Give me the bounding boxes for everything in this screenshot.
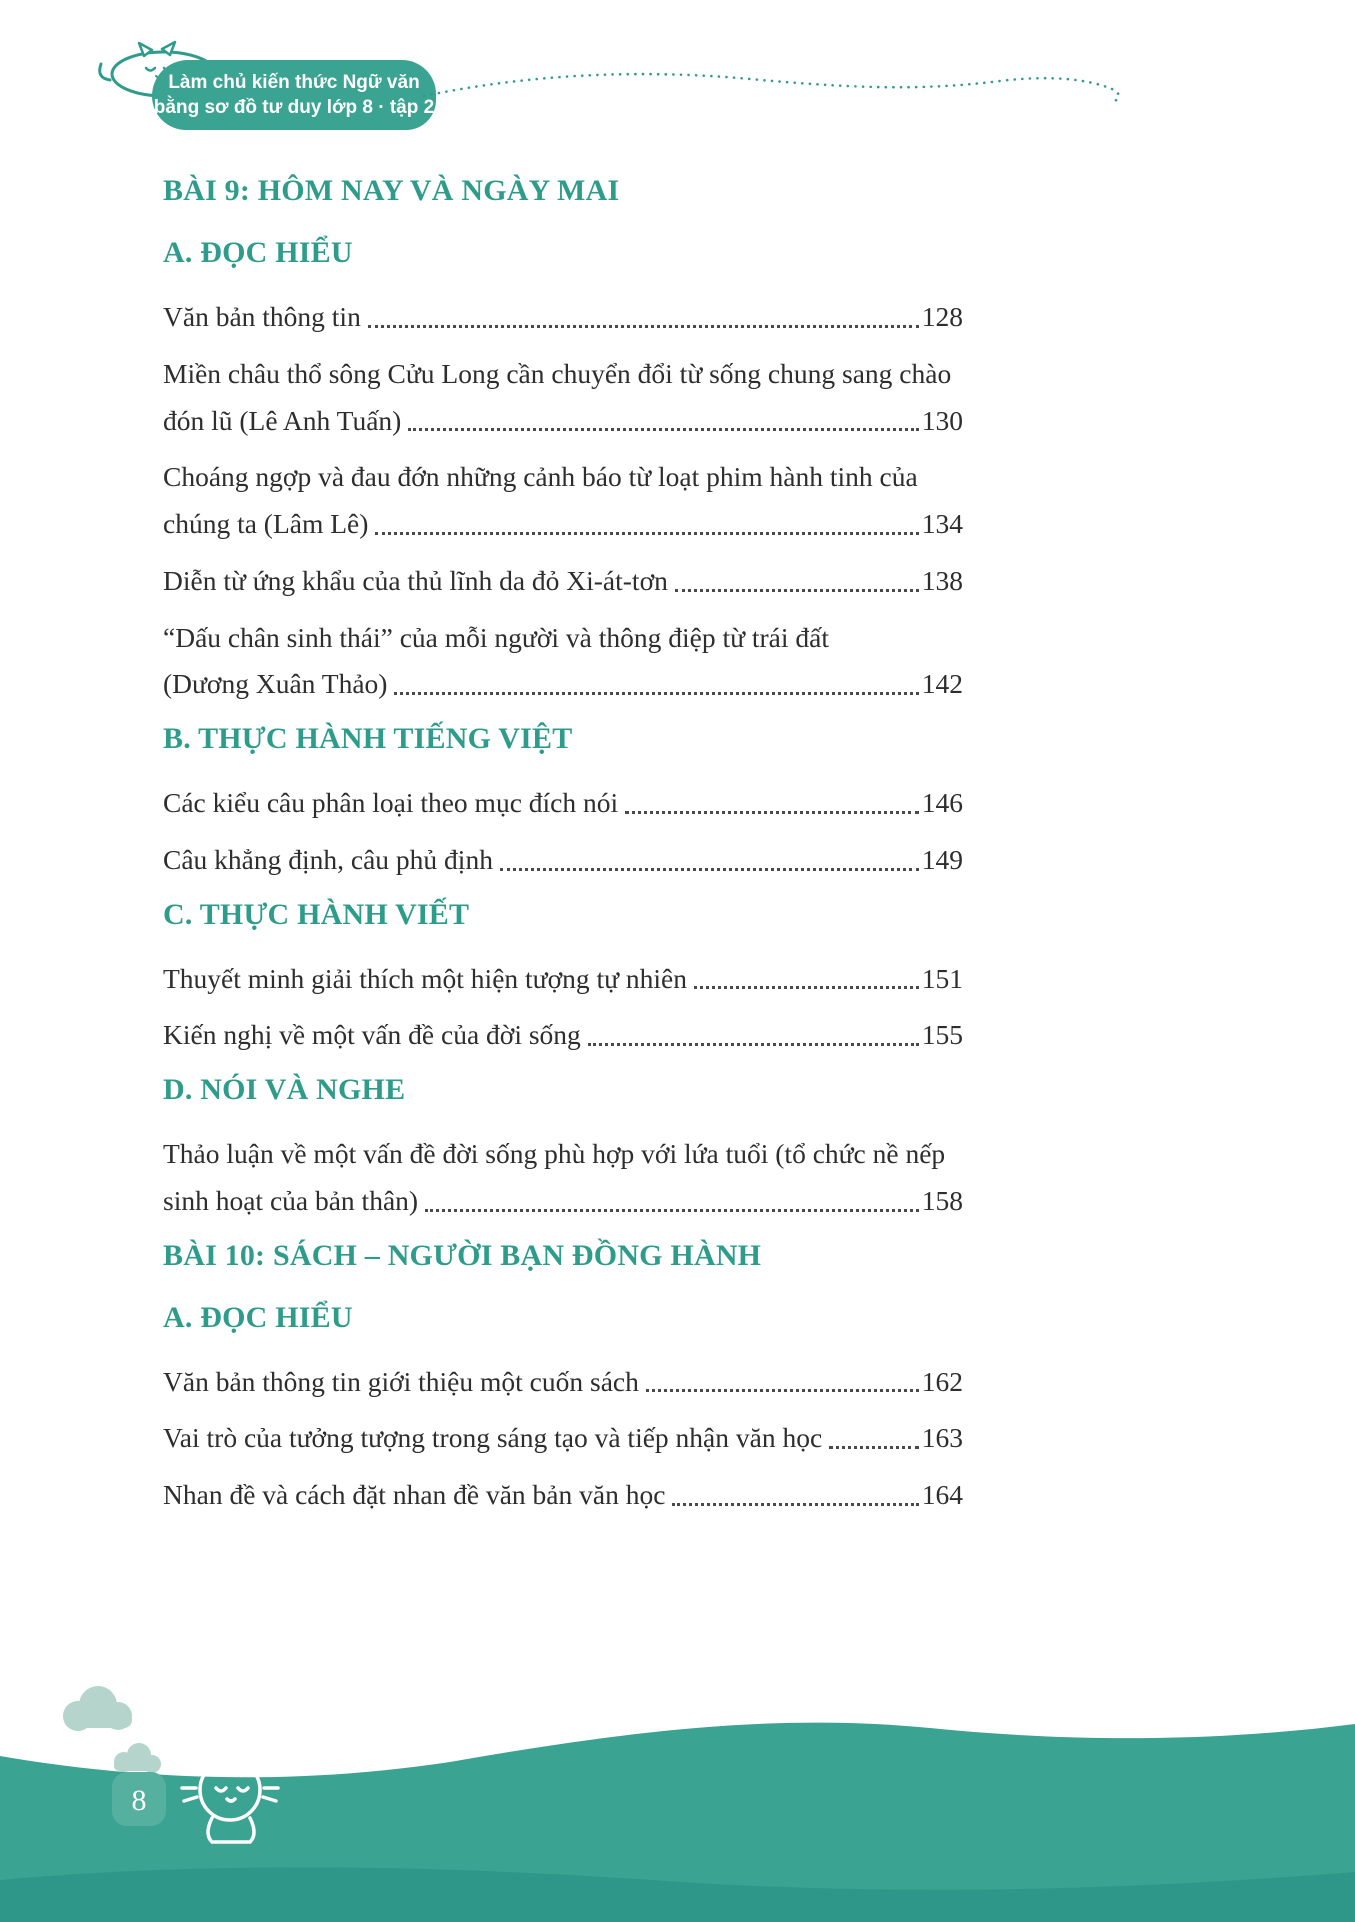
page-number: 8 bbox=[131, 1784, 147, 1817]
toc-entry bbox=[163, 837, 963, 884]
page-number-badge bbox=[112, 1772, 166, 1826]
toc-leader-dots bbox=[829, 1446, 919, 1449]
toc-page-number: 162 bbox=[921, 1365, 963, 1397]
book-title-badge bbox=[152, 60, 436, 130]
toc-entry-lastline bbox=[163, 501, 963, 548]
toc-page-number: 155 bbox=[921, 1019, 963, 1051]
toc-leader-dots bbox=[394, 692, 918, 695]
toc-leader-dots bbox=[408, 428, 918, 431]
badge-line-2: bằng sơ đồ tư duy lớp 8 · tập 2 bbox=[153, 97, 435, 118]
toc-entry-lastline bbox=[163, 780, 963, 827]
toc-title-heading: BÀI 10: SÁCH – NGƯỜI BẠN ĐỒNG HÀNH bbox=[163, 1238, 762, 1272]
toc-entry-lastline bbox=[163, 398, 963, 445]
toc-entry-text: sinh hoạt của bản thân) bbox=[163, 1184, 419, 1216]
toc-entry-text: Vai trò của tưởng tượng trong sáng tạo và tiếp nhận văn học bbox=[163, 1422, 823, 1454]
toc-entry-text: Câu khẳng định, câu phủ định bbox=[163, 843, 493, 875]
toc-entry-lastline bbox=[163, 1178, 963, 1225]
toc-leader-dots bbox=[694, 986, 919, 989]
toc-entry-text: Miền châu thổ sông Cửu Long cần chuyển đổi từ sống chung sang chào bbox=[163, 357, 952, 389]
toc-entry-lastline bbox=[163, 837, 963, 884]
toc-entry-text: Thảo luận về một vấn đề đời sống phù hợp với lứa tuổi (tổ chức nề nếp bbox=[163, 1138, 946, 1169]
toc-leader-dots bbox=[588, 1043, 919, 1046]
toc-leader-dots bbox=[500, 868, 919, 871]
toc-entry-lastline bbox=[163, 1359, 963, 1406]
toc-page-number: 151 bbox=[921, 962, 963, 994]
toc-entry-text: Thuyết minh giải thích một hiện tượng tự nhiên bbox=[163, 962, 688, 994]
toc-entry bbox=[163, 615, 963, 709]
toc-section-heading: A. ĐỌC HIỂU bbox=[163, 236, 353, 269]
toc-leader-dots bbox=[375, 532, 918, 535]
badge-line-1: Làm chủ kiến thức Ngữ văn bbox=[168, 71, 420, 93]
toc-entry-text: chúng ta (Lâm Lê) bbox=[163, 508, 369, 539]
toc-entry bbox=[163, 1472, 963, 1519]
toc-entry bbox=[163, 454, 963, 548]
toc-page-number: 138 bbox=[921, 564, 963, 596]
toc-entry-text: (Dương Xuân Thảo) bbox=[163, 668, 388, 700]
toc-entry bbox=[163, 351, 963, 445]
toc-entry bbox=[163, 294, 963, 341]
toc-entry bbox=[163, 558, 963, 605]
toc-leader-dots bbox=[425, 1209, 919, 1212]
toc-page-number: 163 bbox=[921, 1422, 963, 1454]
toc-entry-text: Choáng ngợp và đau đớn những cảnh báo từ loạt phim hành tinh của bbox=[163, 461, 918, 493]
toc-entry-lastline bbox=[163, 1472, 963, 1519]
toc-leader-dots bbox=[675, 589, 919, 592]
toc-entry bbox=[163, 1012, 963, 1059]
toc-page-number: 130 bbox=[921, 404, 963, 436]
toc-entry-lastline bbox=[163, 294, 963, 341]
toc-entry-lastline bbox=[163, 661, 963, 708]
toc-leader-dots bbox=[646, 1389, 919, 1392]
toc-section-heading: C. THỰC HÀNH VIẾT bbox=[163, 897, 470, 931]
toc bbox=[163, 170, 963, 1529]
toc-leader-dots bbox=[672, 1503, 918, 1506]
toc-entry-lastline bbox=[163, 1415, 963, 1462]
toc-page-number: 128 bbox=[921, 301, 963, 332]
toc-section-heading: D. NÓI VÀ NGHE bbox=[163, 1073, 406, 1106]
toc-page-number: 149 bbox=[921, 843, 963, 875]
toc-entry-lastline bbox=[163, 956, 963, 1003]
toc-page-number: 164 bbox=[921, 1479, 963, 1510]
toc-page-number: 158 bbox=[921, 1184, 963, 1216]
toc-entry bbox=[163, 1131, 963, 1225]
toc-page-number: 146 bbox=[921, 787, 963, 818]
toc-entry-text: Văn bản thông tin giới thiệu một cuốn sách bbox=[163, 1365, 639, 1397]
toc-page-number: 134 bbox=[921, 508, 963, 539]
toc-entry bbox=[163, 956, 963, 1003]
toc-entry bbox=[163, 1415, 963, 1462]
toc-entry-text: đón lũ (Lê Anh Tuấn) bbox=[163, 404, 402, 436]
toc-leader-dots bbox=[625, 811, 919, 814]
toc-entry-text: Kiến nghị về một vấn đề của đời sống bbox=[163, 1019, 581, 1051]
toc-entry-lastline bbox=[163, 558, 963, 605]
toc-entry bbox=[163, 1359, 963, 1406]
toc-entry-text: “Dấu chân sinh thái” của mỗi người và thông điệp từ trái đất bbox=[163, 621, 829, 653]
toc-page-number: 142 bbox=[921, 668, 963, 700]
toc-entry-text: Văn bản thông tin bbox=[163, 301, 361, 332]
toc-leader-dots bbox=[368, 325, 919, 328]
toc-title-heading: BÀI 9: HÔM NAY VÀ NGÀY MAI bbox=[163, 174, 620, 207]
toc-section-heading: B. THỰC HÀNH TIẾNG VIỆT bbox=[163, 722, 573, 755]
cloud-icon bbox=[63, 1686, 132, 1731]
toc-entry-text: Diễn từ ứng khẩu của thủ lĩnh da đỏ Xi-át-tơn bbox=[163, 564, 668, 596]
toc-entry-text: Nhan đề và cách đặt nhan đề văn bản văn học bbox=[163, 1479, 666, 1510]
dotted-wave-line bbox=[420, 56, 1130, 118]
toc-entry-text: Các kiểu câu phân loại theo mục đích nói bbox=[163, 787, 619, 818]
toc-entry-lastline bbox=[163, 1012, 963, 1059]
footer-wave bbox=[0, 1682, 1355, 1922]
toc-entry bbox=[163, 780, 963, 827]
cloud-icon bbox=[114, 1743, 161, 1773]
toc-section-heading: A. ĐỌC HIỂU bbox=[163, 1300, 353, 1334]
